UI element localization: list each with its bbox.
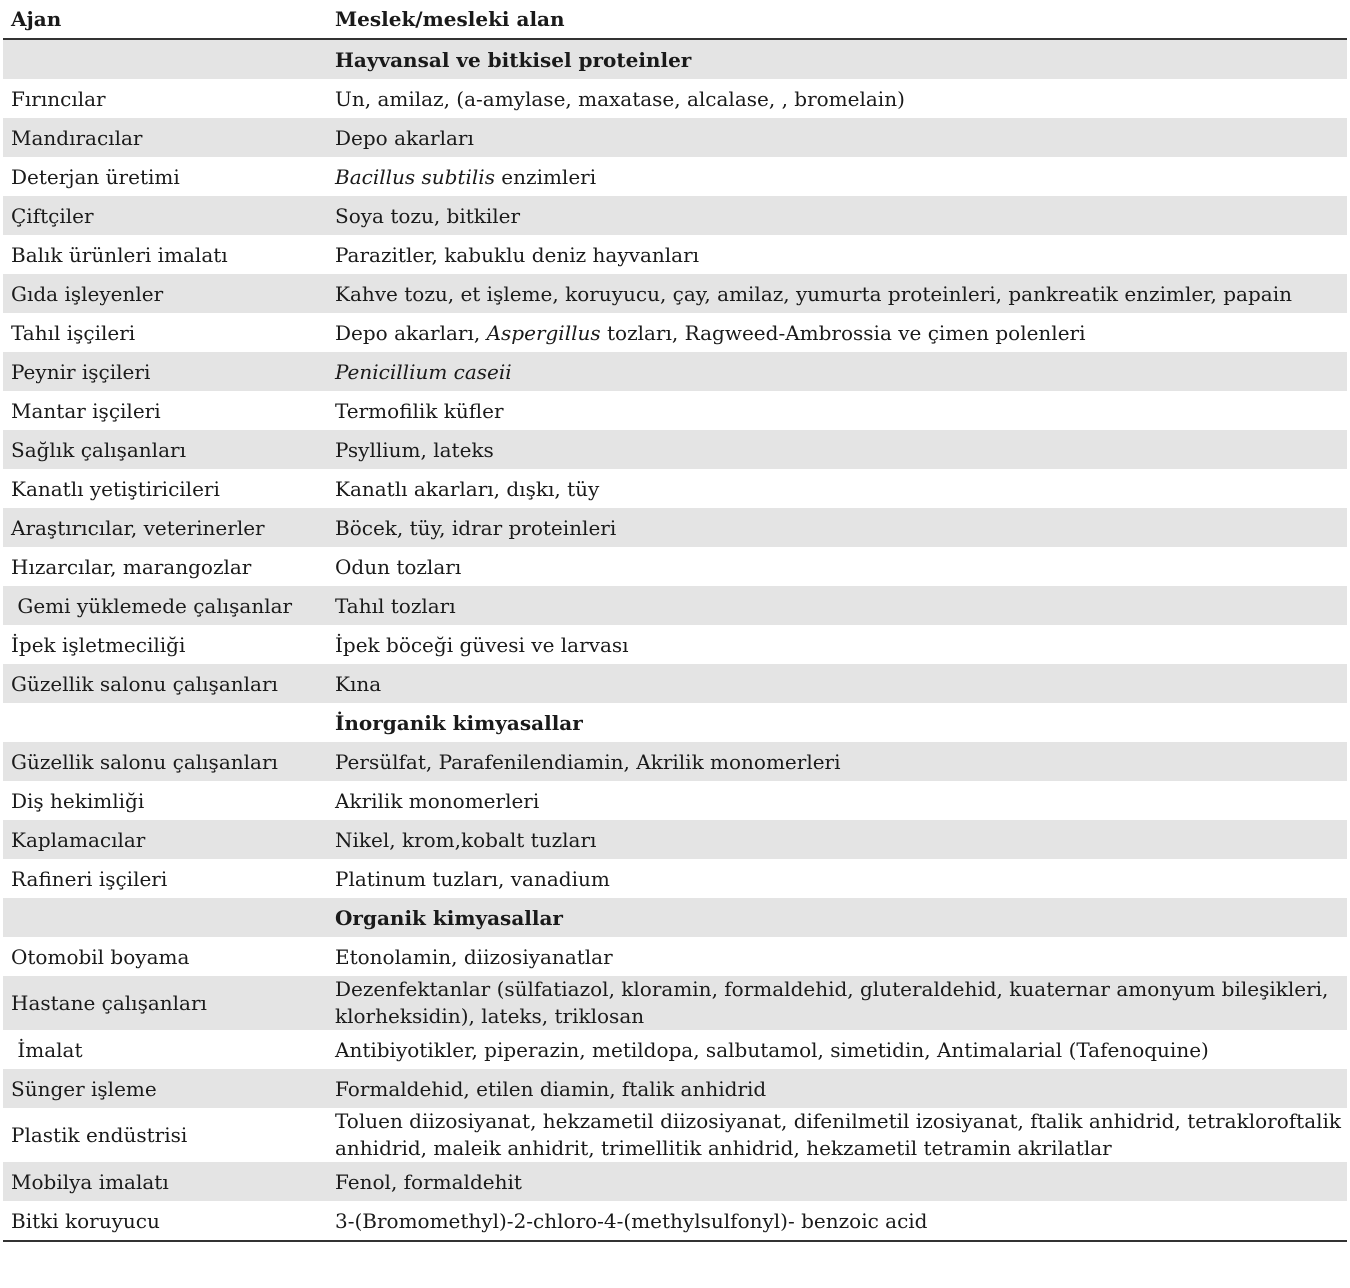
agent-cell: Kanatlı yetiştiricileri <box>11 476 220 501</box>
source-cell: Kanatlı akarları, dışkı, tüy <box>335 476 600 501</box>
table-row <box>3 430 1347 469</box>
source-cell: Depo akarları <box>319 118 1347 157</box>
table-row <box>3 625 1347 664</box>
agent-cell: Sağlık çalışanları <box>3 430 319 469</box>
agent-cell: Çiftçiler <box>3 196 319 235</box>
table-row <box>3 79 1347 118</box>
table-row <box>3 781 1347 820</box>
table-row <box>3 469 1347 508</box>
source-cell: Un, amilaz, (a-amylase, maxatase, alcalase, , bromelain) <box>335 86 905 111</box>
table-row <box>3 118 1347 157</box>
source-cell: Platinum tuzları, vanadium <box>335 866 610 891</box>
source-cell: Kahve tozu, et işleme, koruyucu, çay, amilaz, yumurta proteinleri, pankreatik enzimler, papain <box>319 274 1347 313</box>
source-cell: Toluen diizosiyanat, hekzametil diizosiyanat, difenilmetil izosiyanat, ftalik anhidrid, tetrakloroftalik anhidrid, maleik anhidrit, trimellitik anhidrid, hekzametil tetramin akrilatlar <box>335 1109 1342 1160</box>
source-italic: Bacillus subtilis <box>335 164 495 189</box>
agent-cell: Mantar işçileri <box>11 398 161 423</box>
table-row <box>3 352 1347 391</box>
source-cell <box>319 157 1347 196</box>
table-row <box>3 742 1347 781</box>
table-row <box>3 235 1347 274</box>
agent-cell: Güzellik salonu çalışanları <box>3 664 319 703</box>
source-cell: Antibiyotikler, piperazin, metildopa, salbutamol, simetidin, Antimalarial (Tafenoquine) <box>335 1037 1209 1062</box>
table-row <box>3 1069 1347 1108</box>
table-row <box>3 1108 1347 1162</box>
source-cell: Parazitler, kabuklu deniz hayvanları <box>335 242 700 267</box>
table-row <box>3 976 1347 1030</box>
agent-cell: Fırıncılar <box>11 86 106 111</box>
section-title: İnorganik kimyasallar <box>335 710 583 735</box>
source-cell: Nikel, krom,kobalt tuzları <box>319 820 1347 859</box>
source-cell: Soya tozu, bitkiler <box>319 196 1347 235</box>
source-cell: Böcek, tüy, idrar proteinleri <box>319 508 1347 547</box>
table-row <box>3 586 1347 625</box>
table-row <box>3 313 1347 352</box>
table-row <box>3 157 1347 196</box>
source-rest: enzimleri <box>494 164 597 189</box>
agent-cell: İpek işletmeciliği <box>11 632 186 657</box>
source-cell: Formaldehid, etilen diamin, ftalik anhidrid <box>319 1069 1347 1108</box>
source-cell: Fenol, formaldehit <box>319 1162 1347 1201</box>
source-cell: 3-(Bromomethyl)-2-chloro-4-(methylsulfonyl)- benzoic acid <box>319 1201 1347 1241</box>
agent-cell: Gıda işleyenler <box>3 274 319 313</box>
source-cell <box>319 352 1347 391</box>
agent-cell: Mobilya imalatı <box>3 1162 319 1201</box>
agent-cell: Sünger işleme <box>3 1069 319 1108</box>
agent-cell: Mandıracılar <box>3 118 319 157</box>
agent-cell: Balık ürünleri imalatı <box>11 242 228 267</box>
source-italic: Aspergillus <box>486 320 601 345</box>
section-row <box>3 898 1347 937</box>
table-row <box>3 820 1347 859</box>
agent-cell: Hızarcılar, marangozlar <box>11 554 252 579</box>
agent-cell: Otomobil boyama <box>11 944 190 969</box>
table-row <box>3 196 1347 235</box>
source-italic: Penicillium caseii <box>335 359 512 384</box>
agent-cell: Güzellik salonu çalışanları <box>3 742 319 781</box>
table-row <box>3 937 1347 976</box>
table-row <box>3 274 1347 313</box>
agent-cell: Diş hekimliği <box>11 788 145 813</box>
source-cell: Termofilik küfler <box>335 398 504 423</box>
section-row <box>3 39 1347 79</box>
agent-cell: Araştırıcılar, veterinerler <box>3 508 319 547</box>
header-occupation: Meslek/mesleki alan <box>319 0 1347 39</box>
agent-cell: Kaplamacılar <box>3 820 319 859</box>
table-row <box>3 391 1347 430</box>
agent-cell: Gemi yüklemede çalışanlar <box>3 586 319 625</box>
source-pre: Depo akarları, <box>335 320 487 345</box>
agent-cell: Bitki koruyucu <box>3 1201 319 1241</box>
table-row <box>3 859 1347 898</box>
table-row <box>3 1201 1347 1241</box>
source-rest: tozları, Ragweed-Ambrossia ve çimen polenleri <box>600 320 1086 345</box>
table-row <box>3 1030 1347 1069</box>
source-cell: Akrilik monomerleri <box>335 788 540 813</box>
source-cell: İpek böceği güvesi ve larvası <box>335 632 629 657</box>
source-cell: Etonolamin, diizosiyanatlar <box>335 944 613 969</box>
agent-cell: Hastane çalışanları <box>3 976 319 1030</box>
section-row <box>3 703 1347 742</box>
source-cell: Odun tozları <box>335 554 462 579</box>
table-row <box>3 1162 1347 1201</box>
section-title: Hayvansal ve bitkisel proteinler <box>319 39 1347 79</box>
agent-cell: Deterjan üretimi <box>11 164 180 189</box>
agent-cell: Peynir işçileri <box>3 352 319 391</box>
table-row <box>3 508 1347 547</box>
table-row <box>3 547 1347 586</box>
agent-cell: Plastik endüstrisi <box>11 1122 188 1147</box>
source-cell: Dezenfektanlar (sülfatiazol, kloramin, formaldehid, gluteraldehid, kuaternar amonyum bileşikleri, klorheksidin), lateks, triklosan <box>319 976 1347 1030</box>
section-title: Organik kimyasallar <box>319 898 1347 937</box>
occupational-agents-table <box>3 0 1347 1242</box>
source-cell: Persülfat, Parafenilendiamin, Akrilik monomerleri <box>319 742 1347 781</box>
source-cell: Psyllium, lateks <box>319 430 1347 469</box>
agent-cell: İmalat <box>11 1037 83 1062</box>
agent-cell: Tahıl işçileri <box>11 320 136 345</box>
table-header-row <box>3 0 1347 39</box>
source-cell <box>319 313 1347 352</box>
table-row <box>3 664 1347 703</box>
source-cell: Tahıl tozları <box>319 586 1347 625</box>
header-agent: Ajan <box>3 0 319 39</box>
source-cell: Kına <box>319 664 1347 703</box>
agent-cell: Rafineri işçileri <box>11 866 168 891</box>
